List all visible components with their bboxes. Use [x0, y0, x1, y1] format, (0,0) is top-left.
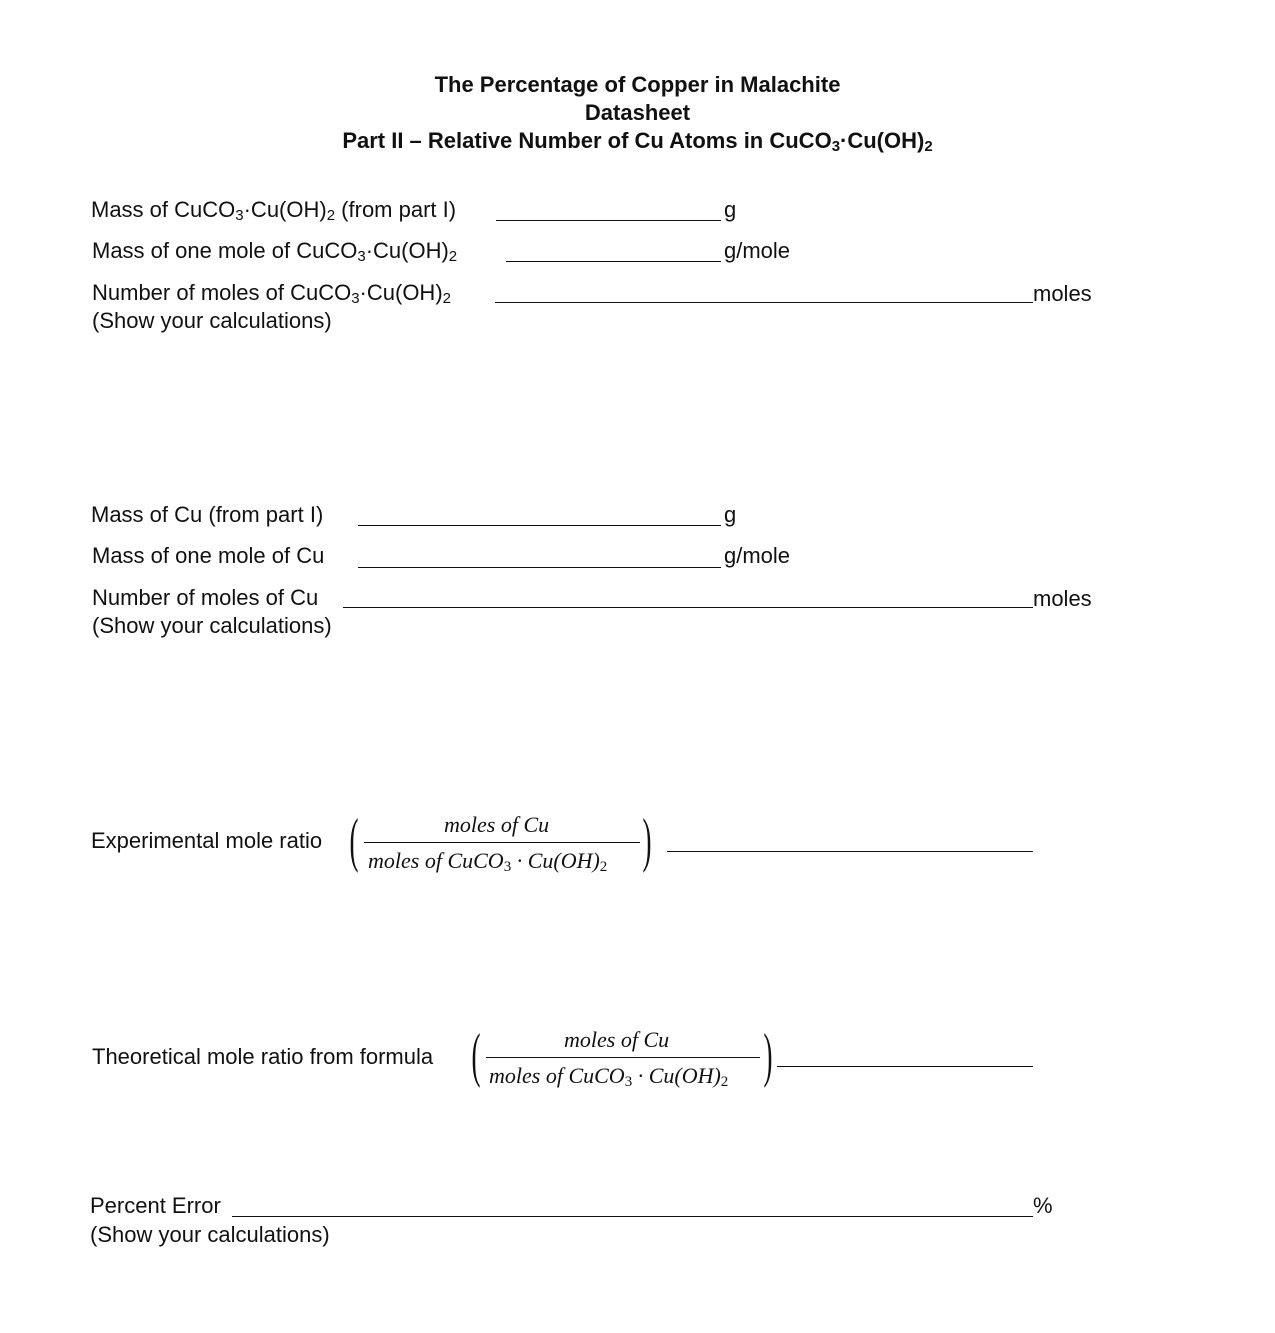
copper-moles-field[interactable]: [343, 607, 1033, 608]
copper-moles-label: Number of moles of Cu: [92, 585, 319, 610]
experimental-fraction-bar: [364, 842, 640, 843]
copper-mass-unit: g: [724, 502, 737, 527]
theoretical-close-paren: ): [763, 1022, 773, 1088]
percent-error-field[interactable]: [232, 1216, 1033, 1217]
page-title: The Percentage of Copper in Malachite: [434, 72, 841, 97]
copper-molar-mass-field[interactable]: [358, 567, 721, 568]
malachite-mass-field[interactable]: [496, 220, 721, 221]
theoretical-ratio-field[interactable]: [777, 1066, 1033, 1067]
experimental-ratio-field[interactable]: [667, 851, 1033, 852]
theoretical-ratio-label: Theoretical mole ratio from formula: [92, 1044, 434, 1069]
copper-molar-mass-label: Mass of one mole of Cu: [92, 543, 325, 568]
show-calculations-note-2: (Show your calculations): [92, 613, 332, 638]
theoretical-denominator: moles of CuCO$_3$ · $Cu(OH)_2$: [489, 1063, 729, 1090]
malachite-molar-mass-field[interactable]: [506, 261, 721, 262]
part-heading: Part II – Relative Number of Cu Atoms in $CuCO_3\cdot Cu(OH)_2$: [342, 128, 933, 155]
percent-error-unit: %: [1033, 1193, 1053, 1218]
experimental-open-paren: (: [349, 807, 359, 873]
malachite-mass-unit: g: [724, 197, 737, 222]
show-calculations-note-3: (Show your calculations): [90, 1222, 330, 1247]
malachite-moles-field[interactable]: [495, 302, 1033, 303]
malachite-mass-label: Mass of $CuCO_3\cdot Cu(OH)_2$ (from part I): [91, 197, 457, 224]
malachite-moles-label: Number of moles of $CuCO_3\cdot Cu(OH)_2$: [92, 280, 451, 307]
malachite-moles-unit: moles: [1033, 281, 1092, 306]
malachite-molar-mass-label: Mass of one mole of $CuCO_3\cdot Cu(OH)_2$: [92, 238, 458, 265]
malachite-molar-mass-unit: g/mole: [724, 238, 791, 263]
experimental-numerator: moles of Cu: [444, 812, 550, 837]
percent-error-label: Percent Error: [90, 1193, 221, 1218]
copper-mass-field[interactable]: [358, 525, 721, 526]
experimental-ratio-label: Experimental mole ratio: [91, 828, 323, 853]
copper-moles-unit: moles: [1033, 586, 1092, 611]
copper-mass-label: Mass of Cu (from part I): [91, 502, 324, 527]
experimental-denominator: moles of CuCO$_3$ · $Cu(OH)_2$: [368, 848, 608, 875]
theoretical-open-paren: (: [471, 1022, 481, 1088]
show-calculations-note-1: (Show your calculations): [92, 308, 332, 333]
copper-molar-mass-unit: g/mole: [724, 543, 791, 568]
experimental-close-paren: ): [642, 807, 652, 873]
theoretical-numerator: moles of Cu: [564, 1027, 670, 1052]
theoretical-fraction-bar: [486, 1057, 760, 1058]
page-subtitle: Datasheet: [584, 100, 691, 125]
